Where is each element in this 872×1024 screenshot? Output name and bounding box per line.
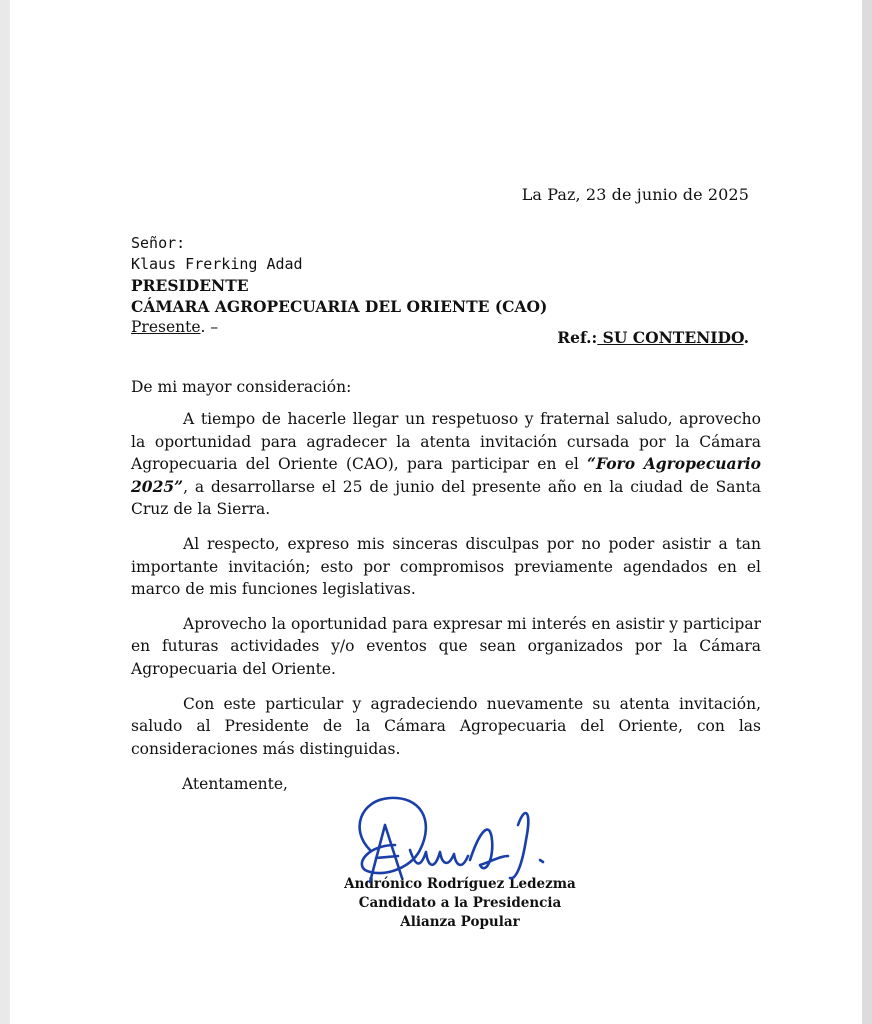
handwritten-signature (340, 790, 580, 920)
signer-role: Candidato a la Presidencia (358, 895, 562, 911)
addressee-presente-suffix: . – (200, 318, 219, 336)
event-name: “Foro Agropecuario 2025” (131, 454, 761, 496)
reference-label: Ref.: (557, 328, 598, 347)
addressee-title: PRESIDENTE (131, 276, 249, 295)
letter-date: La Paz, 23 de junio de 2025 (521, 185, 749, 204)
reference-value: SU CONTENIDO (597, 328, 744, 347)
paragraph-1 (131, 408, 761, 521)
paragraph-1-part-a: A tiempo de hacerle llegar un respetuoso y fraternal saludo, aprovecho la oportunidad para agradecer la atenta invitación cursada por la Cámara Agropecuaria del Oriente (CAO), para participar en el (131, 410, 761, 474)
signer-party: Alianza Popular (400, 914, 520, 930)
addressee-salutation: Señor: (131, 234, 186, 252)
paragraph-1-part-b: , a desarrollarse el 25 de junio del presente año en la ciudad de Santa Cruz de la Sierra. (131, 477, 761, 519)
addressee-organization: CÁMARA AGROPECUARIA DEL ORIENTE (CAO) (131, 297, 548, 316)
letter-body (131, 408, 761, 772)
addressee-name: Klaus Frerking Adad (131, 255, 303, 273)
addressee-presente-line (131, 317, 547, 338)
signer-name: Andrónico Rodríguez Ledezma (344, 876, 576, 892)
paragraph-2: Al respecto, expreso mis sinceras disculpas por no poder asistir a tan importante invitación; esto por compromisos previamente agendados en el marco de mis funciones legislativas. (131, 534, 761, 599)
page-edge (862, 0, 872, 1024)
closing: Atentamente, (182, 775, 288, 793)
reference-suffix: . (743, 328, 749, 347)
paragraph-3: Aprovecho la oportunidad para expresar mi interés en asistir y participar en futuras actividades y/o eventos que sean organizados por la Cámara Agropecuaria del Oriente. (131, 614, 761, 678)
paragraph-4: Con este particular y agradeciendo nuevamente su atenta invitación, saludo al Presidente de la Cámara Agropecuaria del Oriente, con las consideraciones más distinguidas. (131, 694, 761, 758)
letter-page (10, 0, 862, 1024)
greeting: De mi mayor consideración: (131, 378, 352, 396)
addressee-presente: Presente (131, 318, 201, 336)
reference-line (557, 328, 749, 347)
addressee-block (131, 233, 547, 338)
